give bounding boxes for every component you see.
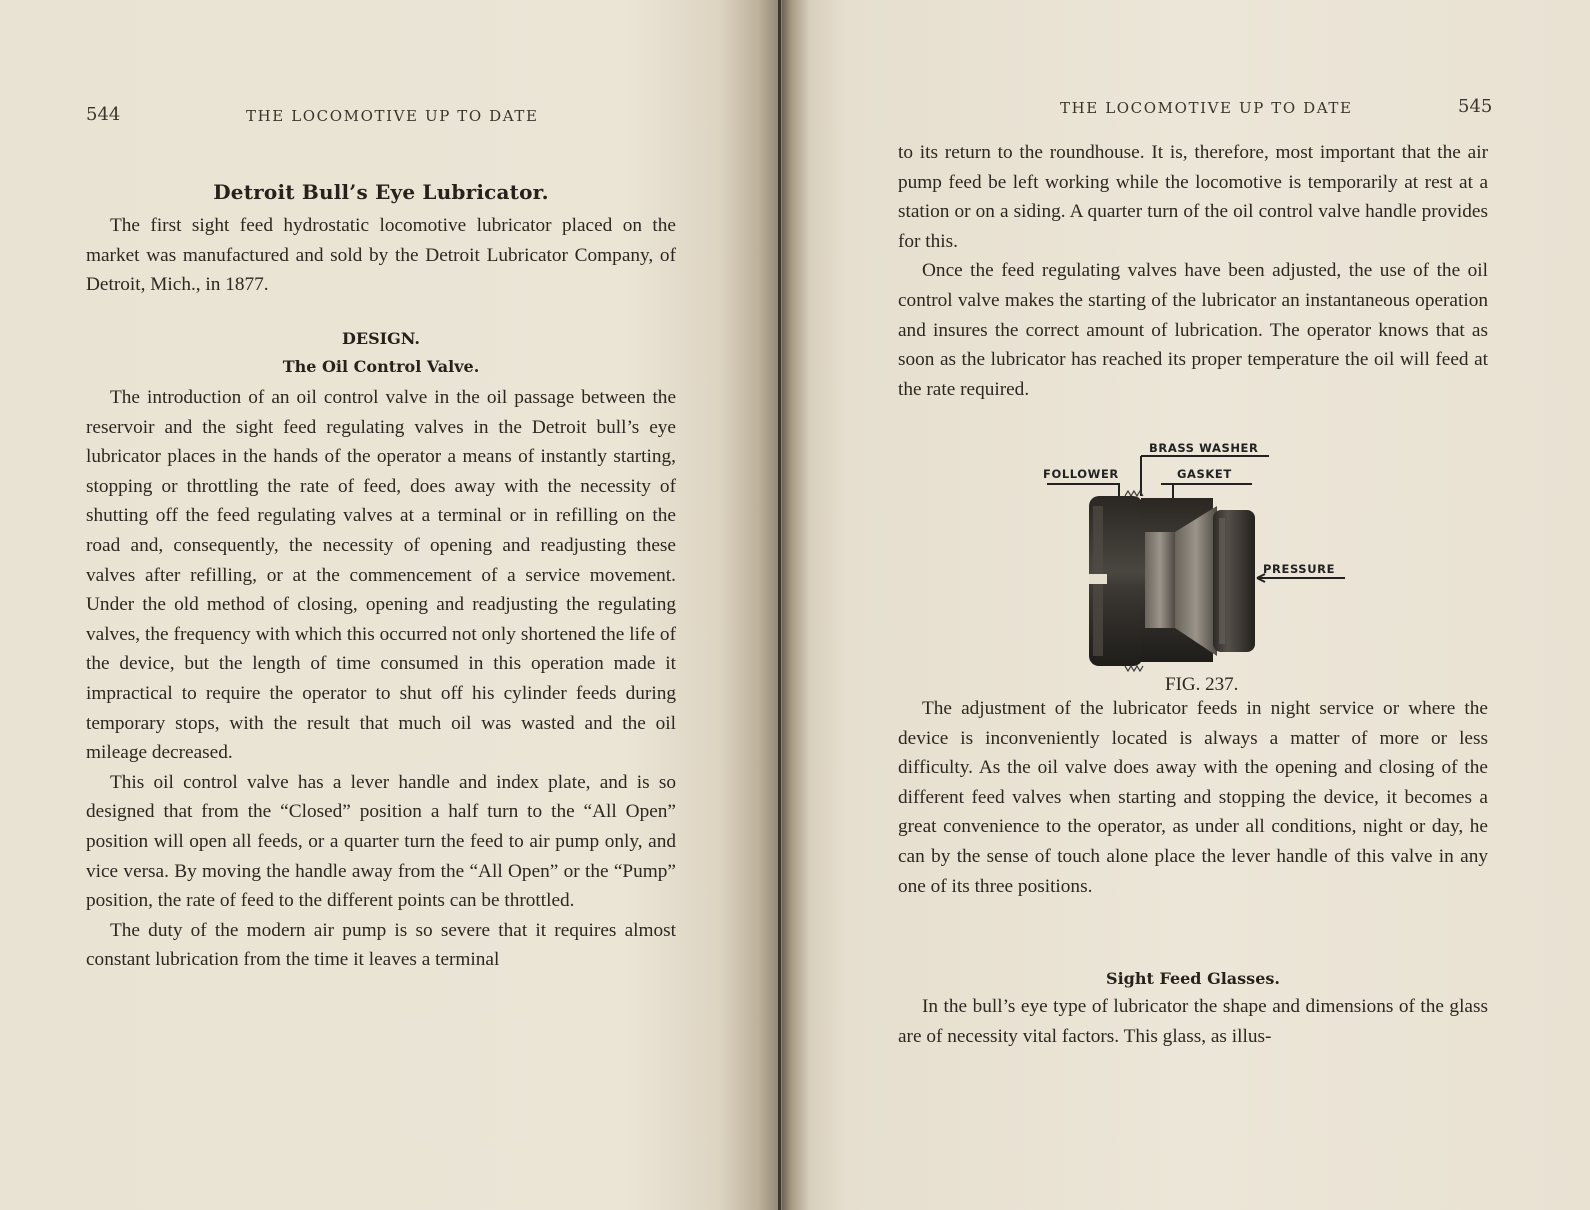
paragraph: This oil control valve has a lever handle and index plate, and is so designed that from the “Closed” position a half turn to the “All Open” position will open all feeds, or a quarter turn the feed to air pump only, and vice versa. By moving the handle away from the “All Open” or the “Pump” position, the rate of feed to the different points can be throttled. [86,771,676,912]
right-body-top [898,138,1488,404]
label-pressure: PRESSURE [1263,562,1336,576]
chapter-title: Detroit Bull’s Eye Lubricator. [213,180,549,204]
page-number-left: 544 [86,104,121,125]
section-heading-design: DESIGN. [342,329,420,348]
figure-caption: FIG. 237. [1165,674,1239,695]
right-body-mid [898,694,1488,901]
paragraph: The adjustment of the lubricator feeds in night service or where the device is inconveniently located is always a matter of more or less difficulty. As the oil valve does away with the opening and closing of the different feed valves when starting and stopping the device, it becomes a great convenience to the operator, as under all conditions, night or day, he can by the sense of touch alone place the lever handle of this valve in any one of its three positions. [898,698,1488,897]
book-gutter [778,0,781,1210]
label-follower: FOLLOWER [1043,467,1119,481]
paragraph: The introduction of an oil control valve in the oil passage between the reservoir and the sight feed regulating valves in the Detroit bull’s eye lubricator places in the hands of the operator a means of instantly starting, stopping or throttling the rate of feed, does away with the necessity of shutting off the feed regulating valves at a terminal or in refilling on the road and, consequently, the necessity of opening and readjusting these valves after refilling, or at the commencement of a service movement. Under the old method of closing, opening and readjusting the regulating valves, the frequency with which this occurred not only shortened the life of the device, but the length of time consumed in this operation made it impractical to require the operator to shut off his cylinder feeds during temporary stops, with the result that much oil was wasted and the oil mileage decreased. [86,387,676,764]
paragraph: to its return to the roundhouse. It is, therefore, most important that the air pump feed be left working while the locomotive is temporarily at rest at a station or on a siding. A quarter turn of the oil control valve handle provides for this. [898,142,1488,252]
subheading-oil-control-valve: The Oil Control Valve. [282,357,480,376]
intro-paragraph [86,211,676,300]
intro-text: The first sight feed hydrostatic locomotive lubricator placed on the market was manufactured and sold by the Detroit Lubricator Company, of Detroit, Mich., in 1877. [86,215,676,296]
paragraph: The duty of the modern air pump is so severe that it requires almost constant lubrication from the time it leaves a terminal [86,919,676,971]
right-page [782,0,1590,1210]
page-number-right: 545 [1458,96,1493,117]
left-page [0,0,782,1210]
paragraph: In the bull’s eye type of lubricator the shape and dimensions of the glass are of necessity vital factors. This glass, as illus- [898,996,1488,1047]
paragraph: Once the feed regulating valves have been adjusted, the use of the oil control valve makes the starting of the lubricator an instantaneous operation and insures the correct amount of lubrication. The operator knows that as soon as the lubricator has reached its proper temperature the oil will feed at the rate required. [898,260,1488,400]
subheading-sight-feed-glasses: Sight Feed Glasses. [1106,969,1280,988]
running-head-left: THE LOCOMOTIVE UP TO DATE [246,107,539,125]
label-gasket: GASKET [1177,467,1232,481]
right-body-bottom [898,992,1488,1051]
left-body [86,383,676,975]
label-brass-washer: BRASS WASHER [1149,441,1259,455]
figure-237 [1037,436,1357,696]
running-head-right: THE LOCOMOTIVE UP TO DATE [1060,99,1353,117]
